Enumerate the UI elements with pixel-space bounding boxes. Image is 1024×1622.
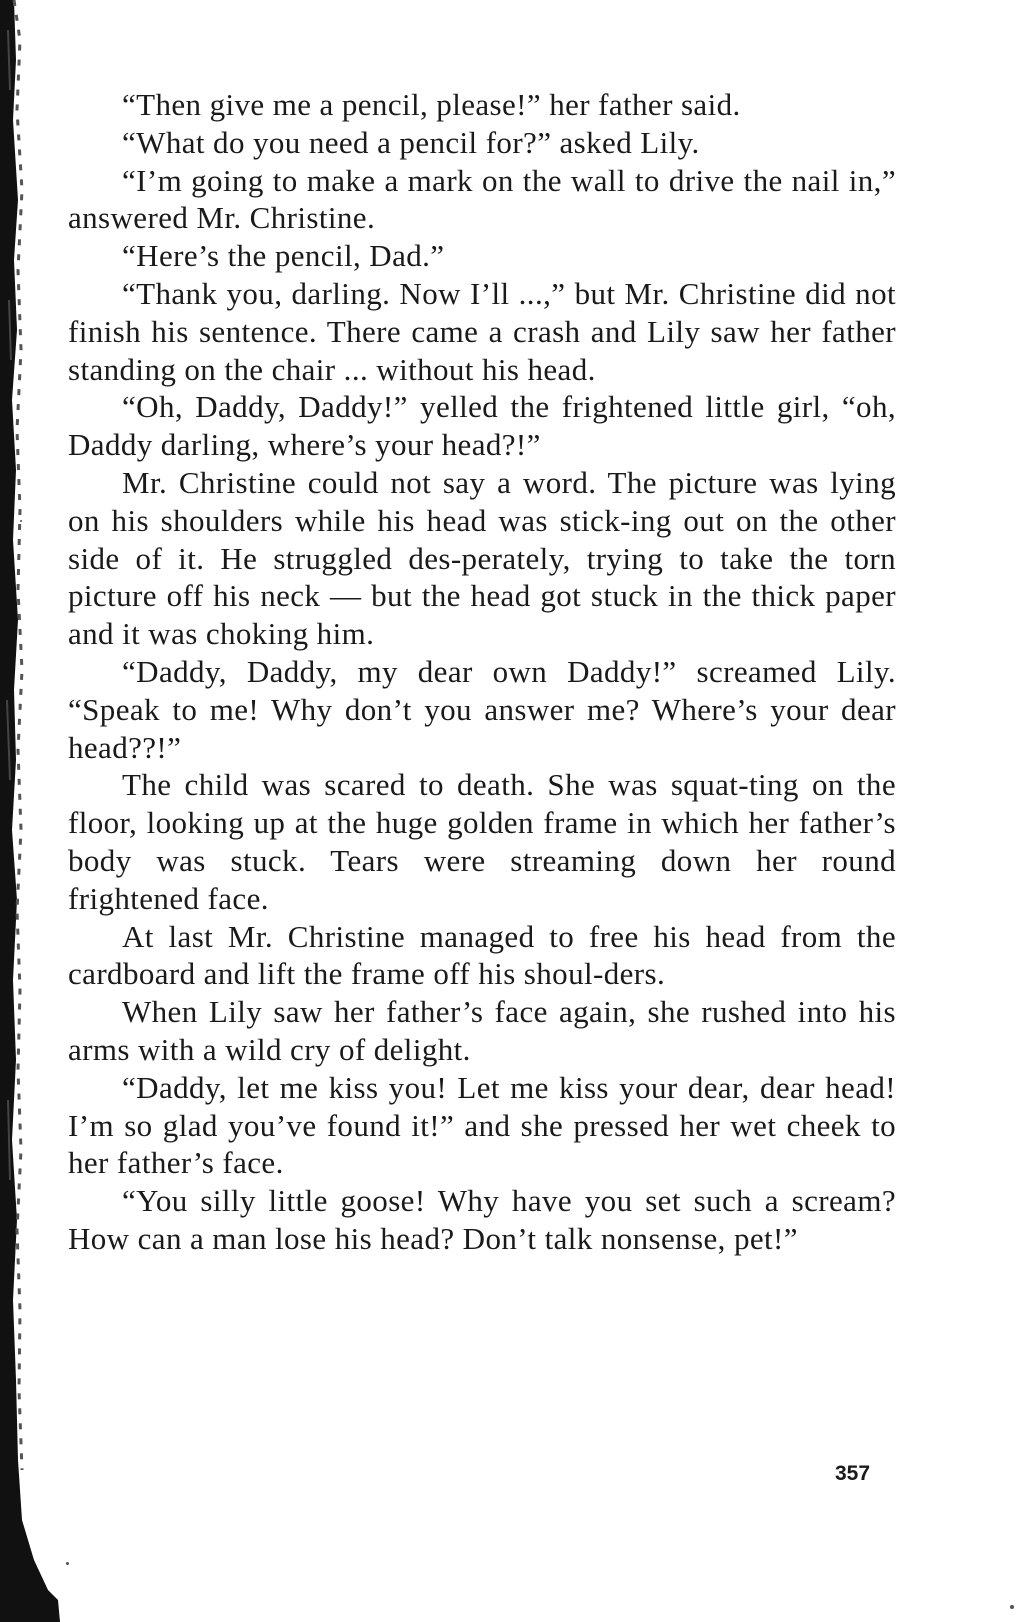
- paragraph: “Thank you, darling. Now I’ll ...,” but Mr. Christine did not finish his sentence. There came a crash and Lily saw her father standing on the chair ... without his head.: [68, 275, 896, 387]
- paragraph: When Lily saw her father’s face again, she rushed into his arms with a wild cry of delight.: [68, 994, 896, 1067]
- body-text: [68, 86, 896, 1258]
- paragraph: “Oh, Daddy, Daddy!” yelled the frightened little girl, “oh, Daddy darling, where’s your head?!”: [68, 389, 896, 463]
- page-number: 357: [835, 1462, 871, 1485]
- page-binding-edge: [0, 0, 60, 1622]
- paragraph: Mr. Christine could not say a word. The picture was lying on his shoulders while his head was stick-ing out on the other side of it. He struggled des-perately, trying to take the torn picture off his neck — but the head got stuck in the thick paper and it was choking him.: [68, 464, 896, 652]
- scan-speck: [20, 520, 22, 522]
- paragraph: “What do you need a pencil for?” asked Lily.: [122, 124, 700, 160]
- scan-speck: [66, 1562, 69, 1565]
- paragraph: “You silly little goose! Why have you set such a scream? How can a man lose his head? Don’t talk nonsense, pet!”: [68, 1183, 896, 1256]
- paragraph: “Daddy, Daddy, my dear own Daddy!” screamed Lily. “Speak to me! Why don’t you answer me? Where’s your dear head??!”: [68, 653, 896, 765]
- paragraph: At last Mr. Christine managed to free his head from the cardboard and lift the frame off his shoul-ders.: [68, 918, 896, 992]
- paragraph: “Here’s the pencil, Dad.”: [122, 238, 445, 274]
- scan-speck: [1010, 1605, 1014, 1609]
- paragraph: “Then give me a pencil, please!” her father said.: [122, 87, 741, 122]
- paragraph: “I’m going to make a mark on the wall to drive the nail in,” answered Mr. Christine.: [68, 162, 896, 236]
- paragraph: “Daddy, let me kiss you! Let me kiss your dear, dear head! I’m so glad you’ve found it!” and she pressed her wet cheek to her father’s face.: [68, 1069, 896, 1181]
- paragraph: The child was scared to death. She was squat-ting on the floor, looking up at the huge golden frame in which her father’s body was stuck. Tears were streaming down her round frightened face.: [68, 767, 896, 916]
